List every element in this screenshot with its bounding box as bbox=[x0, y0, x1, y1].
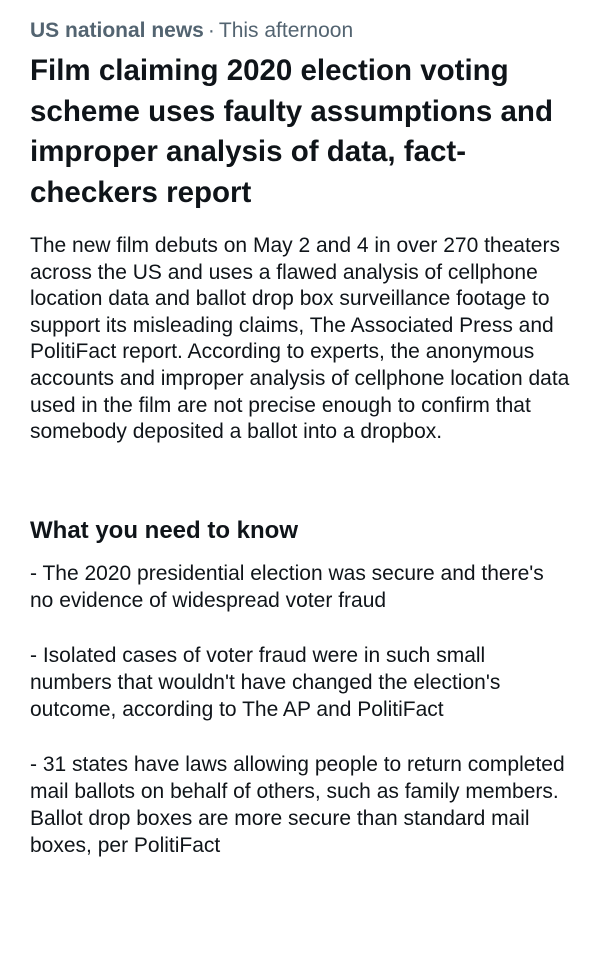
meta-separator: · bbox=[207, 19, 215, 42]
section-title-what-you-need-to-know: What you need to know bbox=[30, 516, 298, 544]
article-meta bbox=[30, 15, 570, 47]
key-point-item: - Isolated cases of voter fraud were in such small numbers that wouldn't have changed the election's outcome, according to The AP and PolitiFact bbox=[30, 643, 501, 721]
category-link[interactable]: US national news bbox=[30, 19, 204, 42]
key-point-item: - 31 states have laws allowing people to return completed mail ballots on behalf of others, such as family members. Ballot drop boxes are more secure than standard mail boxes, per PolitiFact bbox=[30, 752, 565, 857]
article-headline[interactable]: Film claiming 2020 election voting scheme uses faulty assumptions and improper analysis of data, fact-checkers report bbox=[30, 54, 553, 209]
key-points-list bbox=[30, 560, 570, 859]
key-point-item: - The 2020 presidential election was secure and there's no evidence of widespread voter fraud bbox=[30, 561, 544, 612]
article-summary: The new film debuts on May 2 and 4 in over 270 theaters across the US and uses a flawed analysis of cellphone location data and ballot drop box surveillance footage to support its misleading claims, The Associated Press and PolitiFact report. According to experts, the anonymous accounts and improper analysis of cellphone location data used in the film are not precise enough to confirm that somebody deposited a ballot into a dropbox. bbox=[30, 234, 570, 444]
timestamp: This afternoon bbox=[218, 19, 354, 42]
